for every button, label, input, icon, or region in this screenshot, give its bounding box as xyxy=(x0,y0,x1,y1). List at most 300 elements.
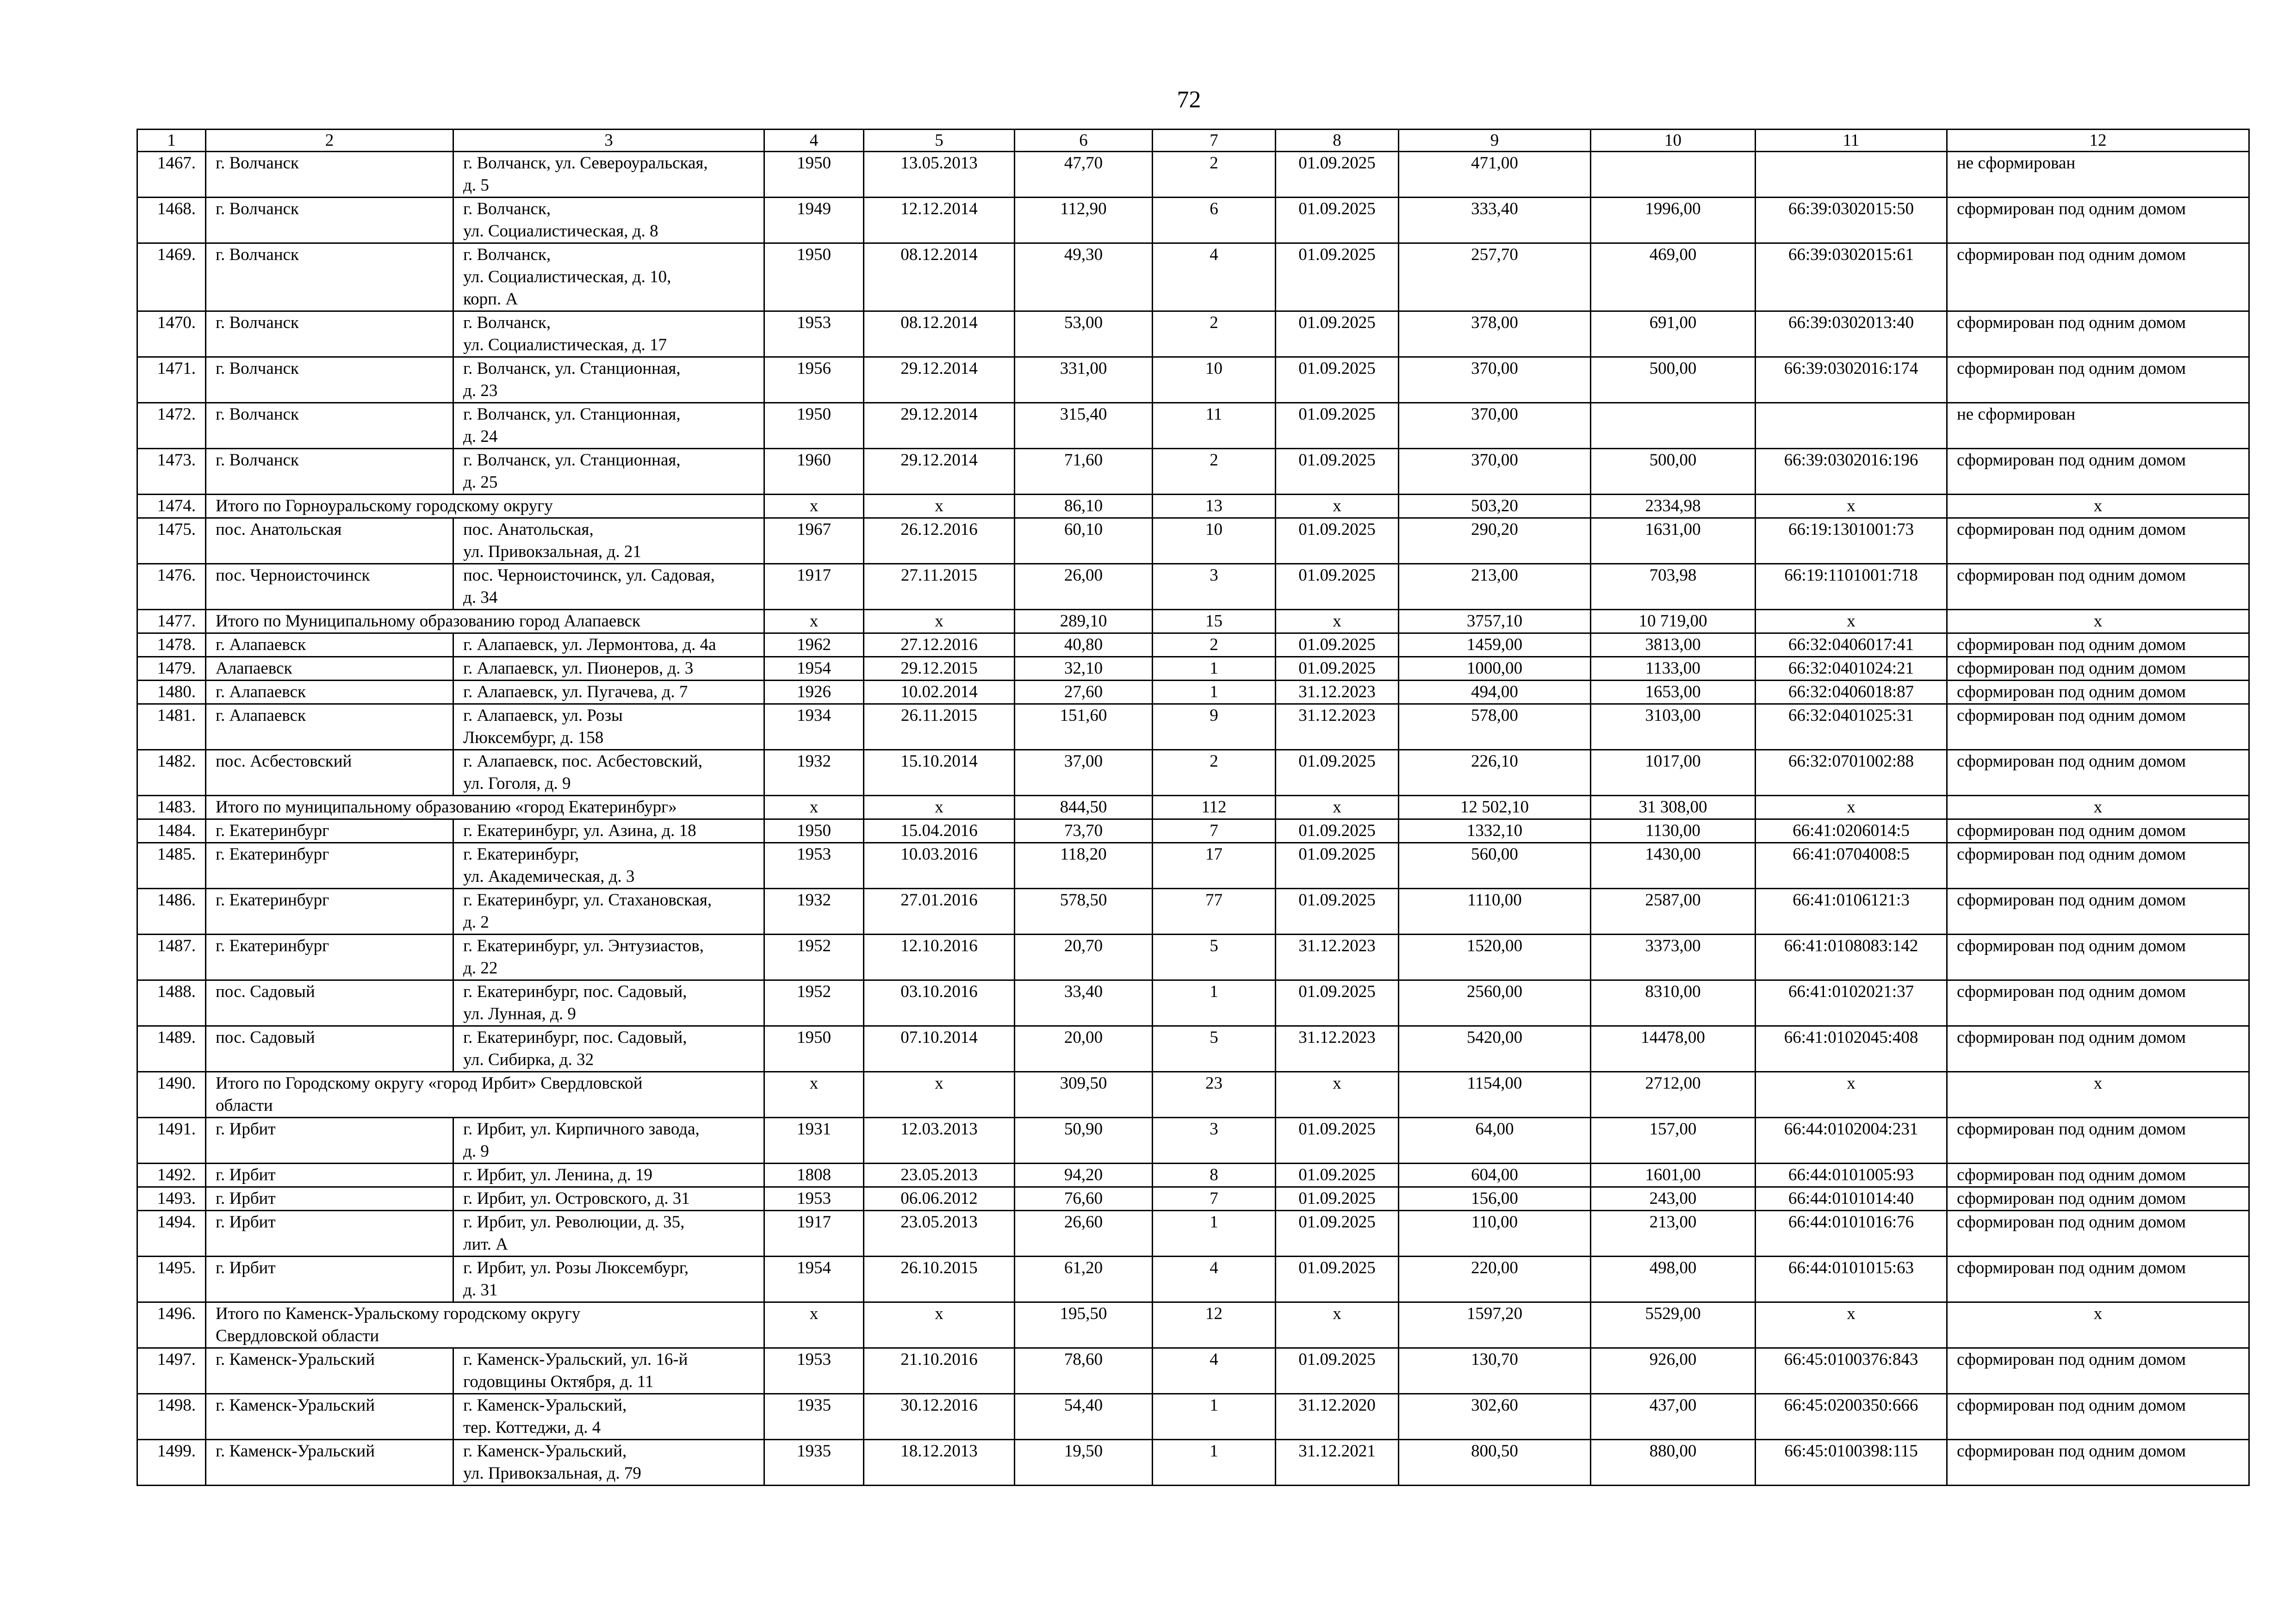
address-cell: г. Волчанск, ул. Социалистическая, д. 17 xyxy=(453,311,764,357)
deadline-cell: x xyxy=(1276,1072,1399,1118)
subtotal-label: Итого по муниципальному образованию «город Екатеринбург» xyxy=(206,796,764,819)
col10-cell: 31 308,00 xyxy=(1591,796,1756,819)
date-cell: 06.06.2012 xyxy=(864,1187,1015,1211)
table-row xyxy=(137,1257,2249,1302)
date-cell: 15.04.2016 xyxy=(864,819,1015,843)
settlement-cell: пос. Анатольская xyxy=(206,518,453,564)
col10-cell: 1130,00 xyxy=(1591,819,1756,843)
count-cell: 13 xyxy=(1153,495,1276,518)
area-cell: 112,90 xyxy=(1015,198,1153,243)
count-cell: 23 xyxy=(1153,1072,1276,1118)
area-cell: 151,60 xyxy=(1015,704,1153,750)
row-number: 1489. xyxy=(137,1026,206,1072)
count-cell: 9 xyxy=(1153,704,1276,750)
year-cell: 1962 xyxy=(764,633,864,657)
settlement-cell: г. Ирбит xyxy=(206,1164,453,1187)
date-cell: 26.12.2016 xyxy=(864,518,1015,564)
table-row xyxy=(137,1440,2249,1486)
deadline-cell: 01.09.2025 xyxy=(1276,1257,1399,1302)
year-cell: 1952 xyxy=(764,980,864,1026)
col9-cell: 1332,10 xyxy=(1399,819,1591,843)
land-status-cell: не сформирован xyxy=(1947,403,2249,449)
area-cell: 118,20 xyxy=(1015,843,1153,889)
count-cell: 77 xyxy=(1153,889,1276,935)
address-cell: г. Екатеринбург, пос. Садовый, ул. Сибирка, д. 32 xyxy=(453,1026,764,1072)
settlement-cell: г. Каменск-Уральский xyxy=(206,1394,453,1440)
address-cell: г. Каменск-Уральский, тер. Коттеджи, д. 4 xyxy=(453,1394,764,1440)
date-cell: x xyxy=(864,610,1015,633)
row-number: 1484. xyxy=(137,819,206,843)
address-cell: г. Алапаевск, ул. Пугачева, д. 7 xyxy=(453,681,764,704)
cadastral-number-cell: 66:44:0101005:93 xyxy=(1756,1164,1947,1187)
count-cell: 5 xyxy=(1153,1026,1276,1072)
land-status-cell: сформирован под одним домом xyxy=(1947,704,2249,750)
col9-cell: 290,20 xyxy=(1399,518,1591,564)
cadastral-number-cell: 66:32:0401024:21 xyxy=(1756,657,1947,681)
area-cell: 71,60 xyxy=(1015,449,1153,495)
row-number: 1480. xyxy=(137,681,206,704)
address-cell: г. Ирбит, ул. Революции, д. 35, лит. А xyxy=(453,1211,764,1257)
count-cell: 7 xyxy=(1153,819,1276,843)
col10-cell: 880,00 xyxy=(1591,1440,1756,1486)
land-status-cell: сформирован под одним домом xyxy=(1947,1026,2249,1072)
table-row xyxy=(137,980,2249,1026)
row-number: 1474. xyxy=(137,495,206,518)
header-cell-5: 5 xyxy=(864,130,1015,152)
count-cell: 8 xyxy=(1153,1164,1276,1187)
year-cell: 1950 xyxy=(764,243,864,311)
deadline-cell: 01.09.2025 xyxy=(1276,633,1399,657)
date-cell: 15.10.2014 xyxy=(864,750,1015,796)
table-row xyxy=(137,704,2249,750)
deadline-cell: 31.12.2023 xyxy=(1276,1026,1399,1072)
land-status-cell: x xyxy=(1947,1302,2249,1348)
land-status-cell: сформирован под одним домом xyxy=(1947,243,2249,311)
col9-cell: 302,60 xyxy=(1399,1394,1591,1440)
land-status-cell: x xyxy=(1947,796,2249,819)
area-cell: 289,10 xyxy=(1015,610,1153,633)
col9-cell: 578,00 xyxy=(1399,704,1591,750)
count-cell: 5 xyxy=(1153,935,1276,980)
col10-cell: 500,00 xyxy=(1591,449,1756,495)
column-number-header xyxy=(137,130,2249,152)
area-cell: 331,00 xyxy=(1015,357,1153,403)
subtotal-label: Итого по Муниципальному образованию город Алапаевск xyxy=(206,610,764,633)
table-row xyxy=(137,198,2249,243)
header-cell-1: 1 xyxy=(137,130,206,152)
count-cell: 7 xyxy=(1153,1187,1276,1211)
date-cell: 10.02.2014 xyxy=(864,681,1015,704)
land-status-cell: не сформирован xyxy=(1947,152,2249,198)
cadastral-number-cell: 66:41:0704008:5 xyxy=(1756,843,1947,889)
date-cell: 08.12.2014 xyxy=(864,311,1015,357)
deadline-cell: 01.09.2025 xyxy=(1276,518,1399,564)
row-number: 1498. xyxy=(137,1394,206,1440)
settlement-cell: г. Волчанск xyxy=(206,198,453,243)
date-cell: x xyxy=(864,495,1015,518)
cadastral-number-cell: 66:41:0106121:3 xyxy=(1756,889,1947,935)
date-cell: 13.05.2013 xyxy=(864,152,1015,198)
row-number: 1497. xyxy=(137,1348,206,1394)
cadastral-number-cell: 66:39:0302013:40 xyxy=(1756,311,1947,357)
address-cell: г. Екатеринбург, пос. Садовый, ул. Лунная, д. 9 xyxy=(453,980,764,1026)
land-status-cell: сформирован под одним домом xyxy=(1947,1257,2249,1302)
deadline-cell: 01.09.2025 xyxy=(1276,198,1399,243)
area-cell: 50,90 xyxy=(1015,1118,1153,1164)
col10-cell xyxy=(1591,152,1756,198)
area-cell: 76,60 xyxy=(1015,1187,1153,1211)
area-cell: 86,10 xyxy=(1015,495,1153,518)
area-cell: 94,20 xyxy=(1015,1164,1153,1187)
col9-cell: 5420,00 xyxy=(1399,1026,1591,1072)
date-cell: 29.12.2014 xyxy=(864,403,1015,449)
row-number: 1470. xyxy=(137,311,206,357)
col10-cell: 1631,00 xyxy=(1591,518,1756,564)
table-row xyxy=(137,819,2249,843)
date-cell: x xyxy=(864,796,1015,819)
year-cell: 1917 xyxy=(764,1211,864,1257)
land-status-cell: сформирован под одним домом xyxy=(1947,750,2249,796)
count-cell: 1 xyxy=(1153,657,1276,681)
land-status-cell: сформирован под одним домом xyxy=(1947,311,2249,357)
year-cell: 1953 xyxy=(764,1187,864,1211)
cadastral-number-cell: x xyxy=(1756,1302,1947,1348)
row-number: 1467. xyxy=(137,152,206,198)
col10-cell: 500,00 xyxy=(1591,357,1756,403)
area-cell: 60,10 xyxy=(1015,518,1153,564)
row-number: 1482. xyxy=(137,750,206,796)
table-row xyxy=(137,843,2249,889)
count-cell: 6 xyxy=(1153,198,1276,243)
table-row xyxy=(137,935,2249,980)
subtotal-label: Итого по Городскому округу «город Ирбит» Свердловской области xyxy=(206,1072,764,1118)
area-cell: 32,10 xyxy=(1015,657,1153,681)
header-cell-10: 10 xyxy=(1591,130,1756,152)
count-cell: 3 xyxy=(1153,564,1276,610)
address-cell: г. Ирбит, ул. Островского, д. 31 xyxy=(453,1187,764,1211)
row-number: 1499. xyxy=(137,1440,206,1486)
address-cell: пос. Анатольская, ул. Привокзальная, д. 21 xyxy=(453,518,764,564)
land-status-cell: сформирован под одним домом xyxy=(1947,980,2249,1026)
row-number: 1477. xyxy=(137,610,206,633)
settlement-cell: пос. Асбестовский xyxy=(206,750,453,796)
row-number: 1495. xyxy=(137,1257,206,1302)
subtotal-row xyxy=(137,495,2249,518)
col10-cell: 8310,00 xyxy=(1591,980,1756,1026)
year-cell: x xyxy=(764,1302,864,1348)
table-row xyxy=(137,1394,2249,1440)
address-cell: г. Екатеринбург, ул. Академическая, д. 3 xyxy=(453,843,764,889)
subtotal-row xyxy=(137,796,2249,819)
year-cell: 1952 xyxy=(764,935,864,980)
col9-cell: 800,50 xyxy=(1399,1440,1591,1486)
cadastral-number-cell: 66:44:0101016:76 xyxy=(1756,1211,1947,1257)
cadastral-number-cell: x xyxy=(1756,796,1947,819)
col9-cell: 378,00 xyxy=(1399,311,1591,357)
year-cell: 1950 xyxy=(764,1026,864,1072)
cadastral-number-cell xyxy=(1756,403,1947,449)
area-cell: 315,40 xyxy=(1015,403,1153,449)
col10-cell: 437,00 xyxy=(1591,1394,1756,1440)
count-cell: 15 xyxy=(1153,610,1276,633)
address-cell: г. Алапаевск, ул. Лермонтова, д. 4а xyxy=(453,633,764,657)
row-number: 1469. xyxy=(137,243,206,311)
row-number: 1478. xyxy=(137,633,206,657)
land-status-cell: сформирован под одним домом xyxy=(1947,1164,2249,1187)
year-cell: x xyxy=(764,610,864,633)
table-row xyxy=(137,1164,2249,1187)
cadastral-number-cell: 66:19:1301001:73 xyxy=(1756,518,1947,564)
cadastral-number-cell: x xyxy=(1756,495,1947,518)
col10-cell: 1996,00 xyxy=(1591,198,1756,243)
area-cell: 78,60 xyxy=(1015,1348,1153,1394)
year-cell: x xyxy=(764,495,864,518)
row-number: 1485. xyxy=(137,843,206,889)
col10-cell: 5529,00 xyxy=(1591,1302,1756,1348)
settlement-cell: г. Екатеринбург xyxy=(206,819,453,843)
col9-cell: 503,20 xyxy=(1399,495,1591,518)
table-row xyxy=(137,1348,2249,1394)
settlement-cell: г. Ирбит xyxy=(206,1118,453,1164)
cadastral-number-cell: 66:39:0302016:174 xyxy=(1756,357,1947,403)
header-cell-8: 8 xyxy=(1276,130,1399,152)
area-cell: 309,50 xyxy=(1015,1072,1153,1118)
cadastral-number-cell: 66:41:0206014:5 xyxy=(1756,819,1947,843)
col9-cell: 3757,10 xyxy=(1399,610,1591,633)
address-cell: г. Ирбит, ул. Розы Люксембург, д. 31 xyxy=(453,1257,764,1302)
col10-cell: 498,00 xyxy=(1591,1257,1756,1302)
date-cell: 27.11.2015 xyxy=(864,564,1015,610)
col10-cell: 243,00 xyxy=(1591,1187,1756,1211)
cadastral-number-cell: 66:44:0101015:63 xyxy=(1756,1257,1947,1302)
deadline-cell: 01.09.2025 xyxy=(1276,449,1399,495)
table-row xyxy=(137,1118,2249,1164)
col9-cell: 560,00 xyxy=(1399,843,1591,889)
table-row xyxy=(137,889,2249,935)
header-cell-12: 12 xyxy=(1947,130,2249,152)
col9-cell: 156,00 xyxy=(1399,1187,1591,1211)
table-row xyxy=(137,564,2249,610)
deadline-cell: 01.09.2025 xyxy=(1276,750,1399,796)
cadastral-number-cell: 66:45:0200350:666 xyxy=(1756,1394,1947,1440)
settlement-cell: г. Волчанск xyxy=(206,311,453,357)
table-row xyxy=(137,152,2249,198)
year-cell: 1949 xyxy=(764,198,864,243)
col10-cell xyxy=(1591,403,1756,449)
table-row xyxy=(137,403,2249,449)
address-cell: г. Волчанск, ул. Социалистическая, д. 8 xyxy=(453,198,764,243)
settlement-cell: г. Екатеринбург xyxy=(206,935,453,980)
count-cell: 2 xyxy=(1153,750,1276,796)
date-cell: 26.10.2015 xyxy=(864,1257,1015,1302)
header-cell-9: 9 xyxy=(1399,130,1591,152)
date-cell: 07.10.2014 xyxy=(864,1026,1015,1072)
land-status-cell: сформирован под одним домом xyxy=(1947,843,2249,889)
land-status-cell: x xyxy=(1947,610,2249,633)
col9-cell: 370,00 xyxy=(1399,357,1591,403)
table-row xyxy=(137,518,2249,564)
table-row xyxy=(137,1026,2249,1072)
deadline-cell: 01.09.2025 xyxy=(1276,1118,1399,1164)
count-cell: 4 xyxy=(1153,243,1276,311)
count-cell: 1 xyxy=(1153,681,1276,704)
col10-cell: 691,00 xyxy=(1591,311,1756,357)
address-cell: г. Ирбит, ул. Кирпичного завода, д. 9 xyxy=(453,1118,764,1164)
date-cell: 12.03.2013 xyxy=(864,1118,1015,1164)
cadastral-number-cell: 66:32:0701002:88 xyxy=(1756,750,1947,796)
count-cell: 11 xyxy=(1153,403,1276,449)
year-cell: 1932 xyxy=(764,750,864,796)
land-status-cell: сформирован под одним домом xyxy=(1947,449,2249,495)
count-cell: 1 xyxy=(1153,980,1276,1026)
year-cell: 1808 xyxy=(764,1164,864,1187)
col10-cell: 469,00 xyxy=(1591,243,1756,311)
cadastral-number-cell xyxy=(1756,152,1947,198)
year-cell: 1967 xyxy=(764,518,864,564)
col9-cell: 1000,00 xyxy=(1399,657,1591,681)
col10-cell: 14478,00 xyxy=(1591,1026,1756,1072)
area-cell: 47,70 xyxy=(1015,152,1153,198)
col9-cell: 130,70 xyxy=(1399,1348,1591,1394)
count-cell: 3 xyxy=(1153,1118,1276,1164)
land-status-cell: сформирован под одним домом xyxy=(1947,564,2249,610)
count-cell: 10 xyxy=(1153,357,1276,403)
row-number: 1494. xyxy=(137,1211,206,1257)
land-status-cell: сформирован под одним домом xyxy=(1947,633,2249,657)
address-cell: г. Екатеринбург, ул. Азина, д. 18 xyxy=(453,819,764,843)
date-cell: 21.10.2016 xyxy=(864,1348,1015,1394)
deadline-cell: 01.09.2025 xyxy=(1276,403,1399,449)
cadastral-number-cell: 66:32:0406018:87 xyxy=(1756,681,1947,704)
table-row xyxy=(137,311,2249,357)
date-cell: 08.12.2014 xyxy=(864,243,1015,311)
area-cell: 20,70 xyxy=(1015,935,1153,980)
deadline-cell: 01.09.2025 xyxy=(1276,1187,1399,1211)
settlement-cell: г. Алапаевск xyxy=(206,633,453,657)
land-status-cell: сформирован под одним домом xyxy=(1947,1394,2249,1440)
year-cell: 1935 xyxy=(764,1440,864,1486)
col10-cell: 2712,00 xyxy=(1591,1072,1756,1118)
col10-cell: 1017,00 xyxy=(1591,750,1756,796)
land-status-cell: сформирован под одним домом xyxy=(1947,1440,2249,1486)
table-row xyxy=(137,750,2249,796)
address-cell: г. Екатеринбург, ул. Энтузиастов, д. 22 xyxy=(453,935,764,980)
col9-cell: 12 502,10 xyxy=(1399,796,1591,819)
address-cell: г. Каменск-Уральский, ул. Привокзальная, д. 79 xyxy=(453,1440,764,1486)
deadline-cell: x xyxy=(1276,1302,1399,1348)
cadastral-number-cell: 66:39:0302015:50 xyxy=(1756,198,1947,243)
settlement-cell: г. Ирбит xyxy=(206,1257,453,1302)
year-cell: x xyxy=(764,1072,864,1118)
cadastral-number-cell: 66:19:1101001:718 xyxy=(1756,564,1947,610)
header-cell-4: 4 xyxy=(764,130,864,152)
col10-cell: 1653,00 xyxy=(1591,681,1756,704)
area-cell: 61,20 xyxy=(1015,1257,1153,1302)
header-cell-3: 3 xyxy=(453,130,764,152)
address-cell: г. Волчанск, ул. Североуральская, д. 5 xyxy=(453,152,764,198)
count-cell: 10 xyxy=(1153,518,1276,564)
address-cell: г. Екатеринбург, ул. Стахановская, д. 2 xyxy=(453,889,764,935)
deadline-cell: 01.09.2025 xyxy=(1276,843,1399,889)
col10-cell: 3813,00 xyxy=(1591,633,1756,657)
address-cell: г. Каменск-Уральский, ул. 16-й годовщины Октября, д. 11 xyxy=(453,1348,764,1394)
date-cell: 10.03.2016 xyxy=(864,843,1015,889)
area-cell: 40,80 xyxy=(1015,633,1153,657)
row-number: 1492. xyxy=(137,1164,206,1187)
col10-cell: 2334,98 xyxy=(1591,495,1756,518)
settlement-cell: пос. Садовый xyxy=(206,980,453,1026)
row-number: 1472. xyxy=(137,403,206,449)
row-number: 1496. xyxy=(137,1302,206,1348)
count-cell: 4 xyxy=(1153,1348,1276,1394)
row-number: 1481. xyxy=(137,704,206,750)
year-cell: 1960 xyxy=(764,449,864,495)
table-row xyxy=(137,449,2249,495)
area-cell: 73,70 xyxy=(1015,819,1153,843)
count-cell: 2 xyxy=(1153,449,1276,495)
col9-cell: 2560,00 xyxy=(1399,980,1591,1026)
deadline-cell: 01.09.2025 xyxy=(1276,1211,1399,1257)
area-cell: 26,00 xyxy=(1015,564,1153,610)
col10-cell: 3103,00 xyxy=(1591,704,1756,750)
year-cell: 1953 xyxy=(764,1348,864,1394)
area-cell: 53,00 xyxy=(1015,311,1153,357)
deadline-cell: 01.09.2025 xyxy=(1276,889,1399,935)
deadline-cell: 01.09.2025 xyxy=(1276,311,1399,357)
count-cell: 1 xyxy=(1153,1211,1276,1257)
table-row xyxy=(137,657,2249,681)
col10-cell: 703,98 xyxy=(1591,564,1756,610)
cadastral-number-cell: 66:39:0302015:61 xyxy=(1756,243,1947,311)
year-cell: 1953 xyxy=(764,843,864,889)
area-cell: 844,50 xyxy=(1015,796,1153,819)
land-status-cell: x xyxy=(1947,1072,2249,1118)
table-row xyxy=(137,357,2249,403)
year-cell: 1954 xyxy=(764,1257,864,1302)
area-cell: 20,00 xyxy=(1015,1026,1153,1072)
col9-cell: 64,00 xyxy=(1399,1118,1591,1164)
date-cell: 18.12.2013 xyxy=(864,1440,1015,1486)
area-cell: 19,50 xyxy=(1015,1440,1153,1486)
area-cell: 54,40 xyxy=(1015,1394,1153,1440)
col9-cell: 226,10 xyxy=(1399,750,1591,796)
settlement-cell: г. Екатеринбург xyxy=(206,843,453,889)
date-cell: 23.05.2013 xyxy=(864,1164,1015,1187)
row-number: 1488. xyxy=(137,980,206,1026)
deadline-cell: 01.09.2025 xyxy=(1276,819,1399,843)
row-number: 1479. xyxy=(137,657,206,681)
land-status-cell: сформирован под одним домом xyxy=(1947,198,2249,243)
deadline-cell: 31.12.2023 xyxy=(1276,704,1399,750)
year-cell: 1950 xyxy=(764,152,864,198)
land-status-cell: сформирован под одним домом xyxy=(1947,1211,2249,1257)
year-cell: 1950 xyxy=(764,819,864,843)
settlement-cell: г. Алапаевск xyxy=(206,681,453,704)
year-cell: 1934 xyxy=(764,704,864,750)
date-cell: x xyxy=(864,1072,1015,1118)
year-cell: 1917 xyxy=(764,564,864,610)
cadastral-number-cell: 66:45:0100376:843 xyxy=(1756,1348,1947,1394)
settlement-cell: Алапаевск xyxy=(206,657,453,681)
date-cell: 30.12.2016 xyxy=(864,1394,1015,1440)
address-cell: г. Волчанск, ул. Станционная, д. 24 xyxy=(453,403,764,449)
land-status-cell: сформирован под одним домом xyxy=(1947,357,2249,403)
table-row xyxy=(137,633,2249,657)
date-cell: 23.05.2013 xyxy=(864,1211,1015,1257)
cadastral-number-cell: x xyxy=(1756,1072,1947,1118)
subtotal-row xyxy=(137,1302,2249,1348)
deadline-cell: 01.09.2025 xyxy=(1276,243,1399,311)
